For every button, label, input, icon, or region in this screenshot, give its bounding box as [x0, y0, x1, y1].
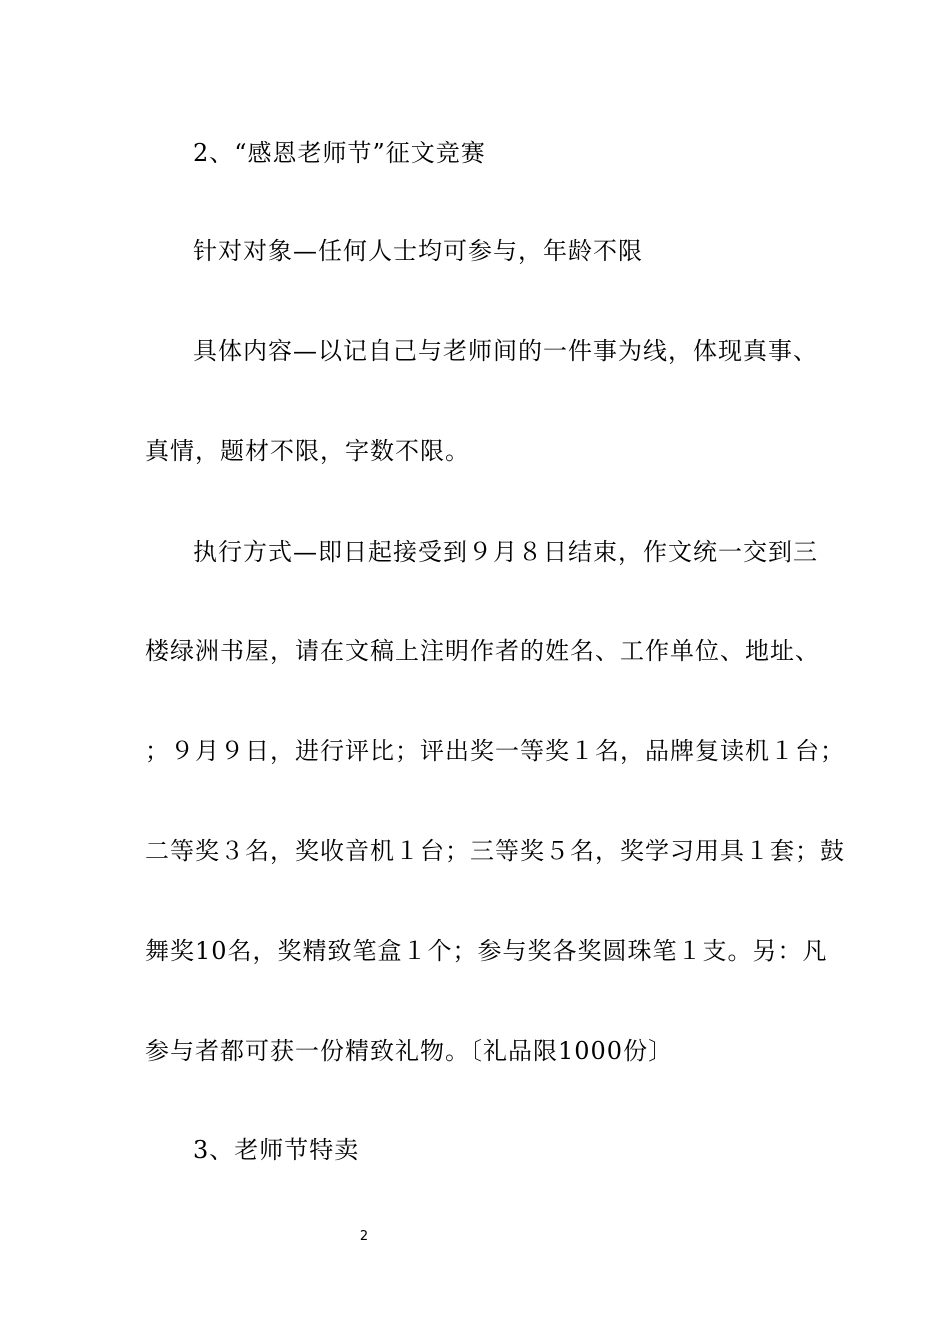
paragraph-execution-line-6: 参与者都可获一份精致礼物。〔礼品限1000份〕 — [145, 1037, 674, 1065]
section-heading-teacher-day-sale: 3、老师节特卖 — [193, 1136, 360, 1164]
paragraph-execution-line-3: ；９月９日，进行评比；评出奖一等奖１名，品牌复读机１台； — [145, 737, 845, 765]
paragraph-content-line-2: 真情，题材不限，字数不限。 — [145, 437, 470, 465]
paragraph-target-audience: 针对对象—任何人士均可参与，年龄不限 — [193, 237, 643, 265]
paragraph-execution-line-4: 二等奖３名，奖收音机１台；三等奖５名，奖学习用具１套；鼓 — [145, 837, 845, 865]
paragraph-content-line-1: 具体内容—以记自己与老师间的一件事为线，体现真事、 — [193, 337, 818, 365]
paragraph-execution-line-5: 舞奖10名，奖精致笔盒１个；参与奖各奖圆珠笔１支。另：凡 — [145, 937, 828, 965]
paragraph-execution-line-1: 执行方式—即日起接受到９月８日结束，作文统一交到三 — [193, 538, 818, 566]
paragraph-execution-line-2: 楼绿洲书屋，请在文稿上注明作者的姓名、工作单位、地址、 — [145, 637, 820, 665]
page-number: 2 — [359, 1229, 369, 1244]
section-heading-essay-contest: 2、“感恩老师节”征文竞赛 — [193, 139, 486, 167]
